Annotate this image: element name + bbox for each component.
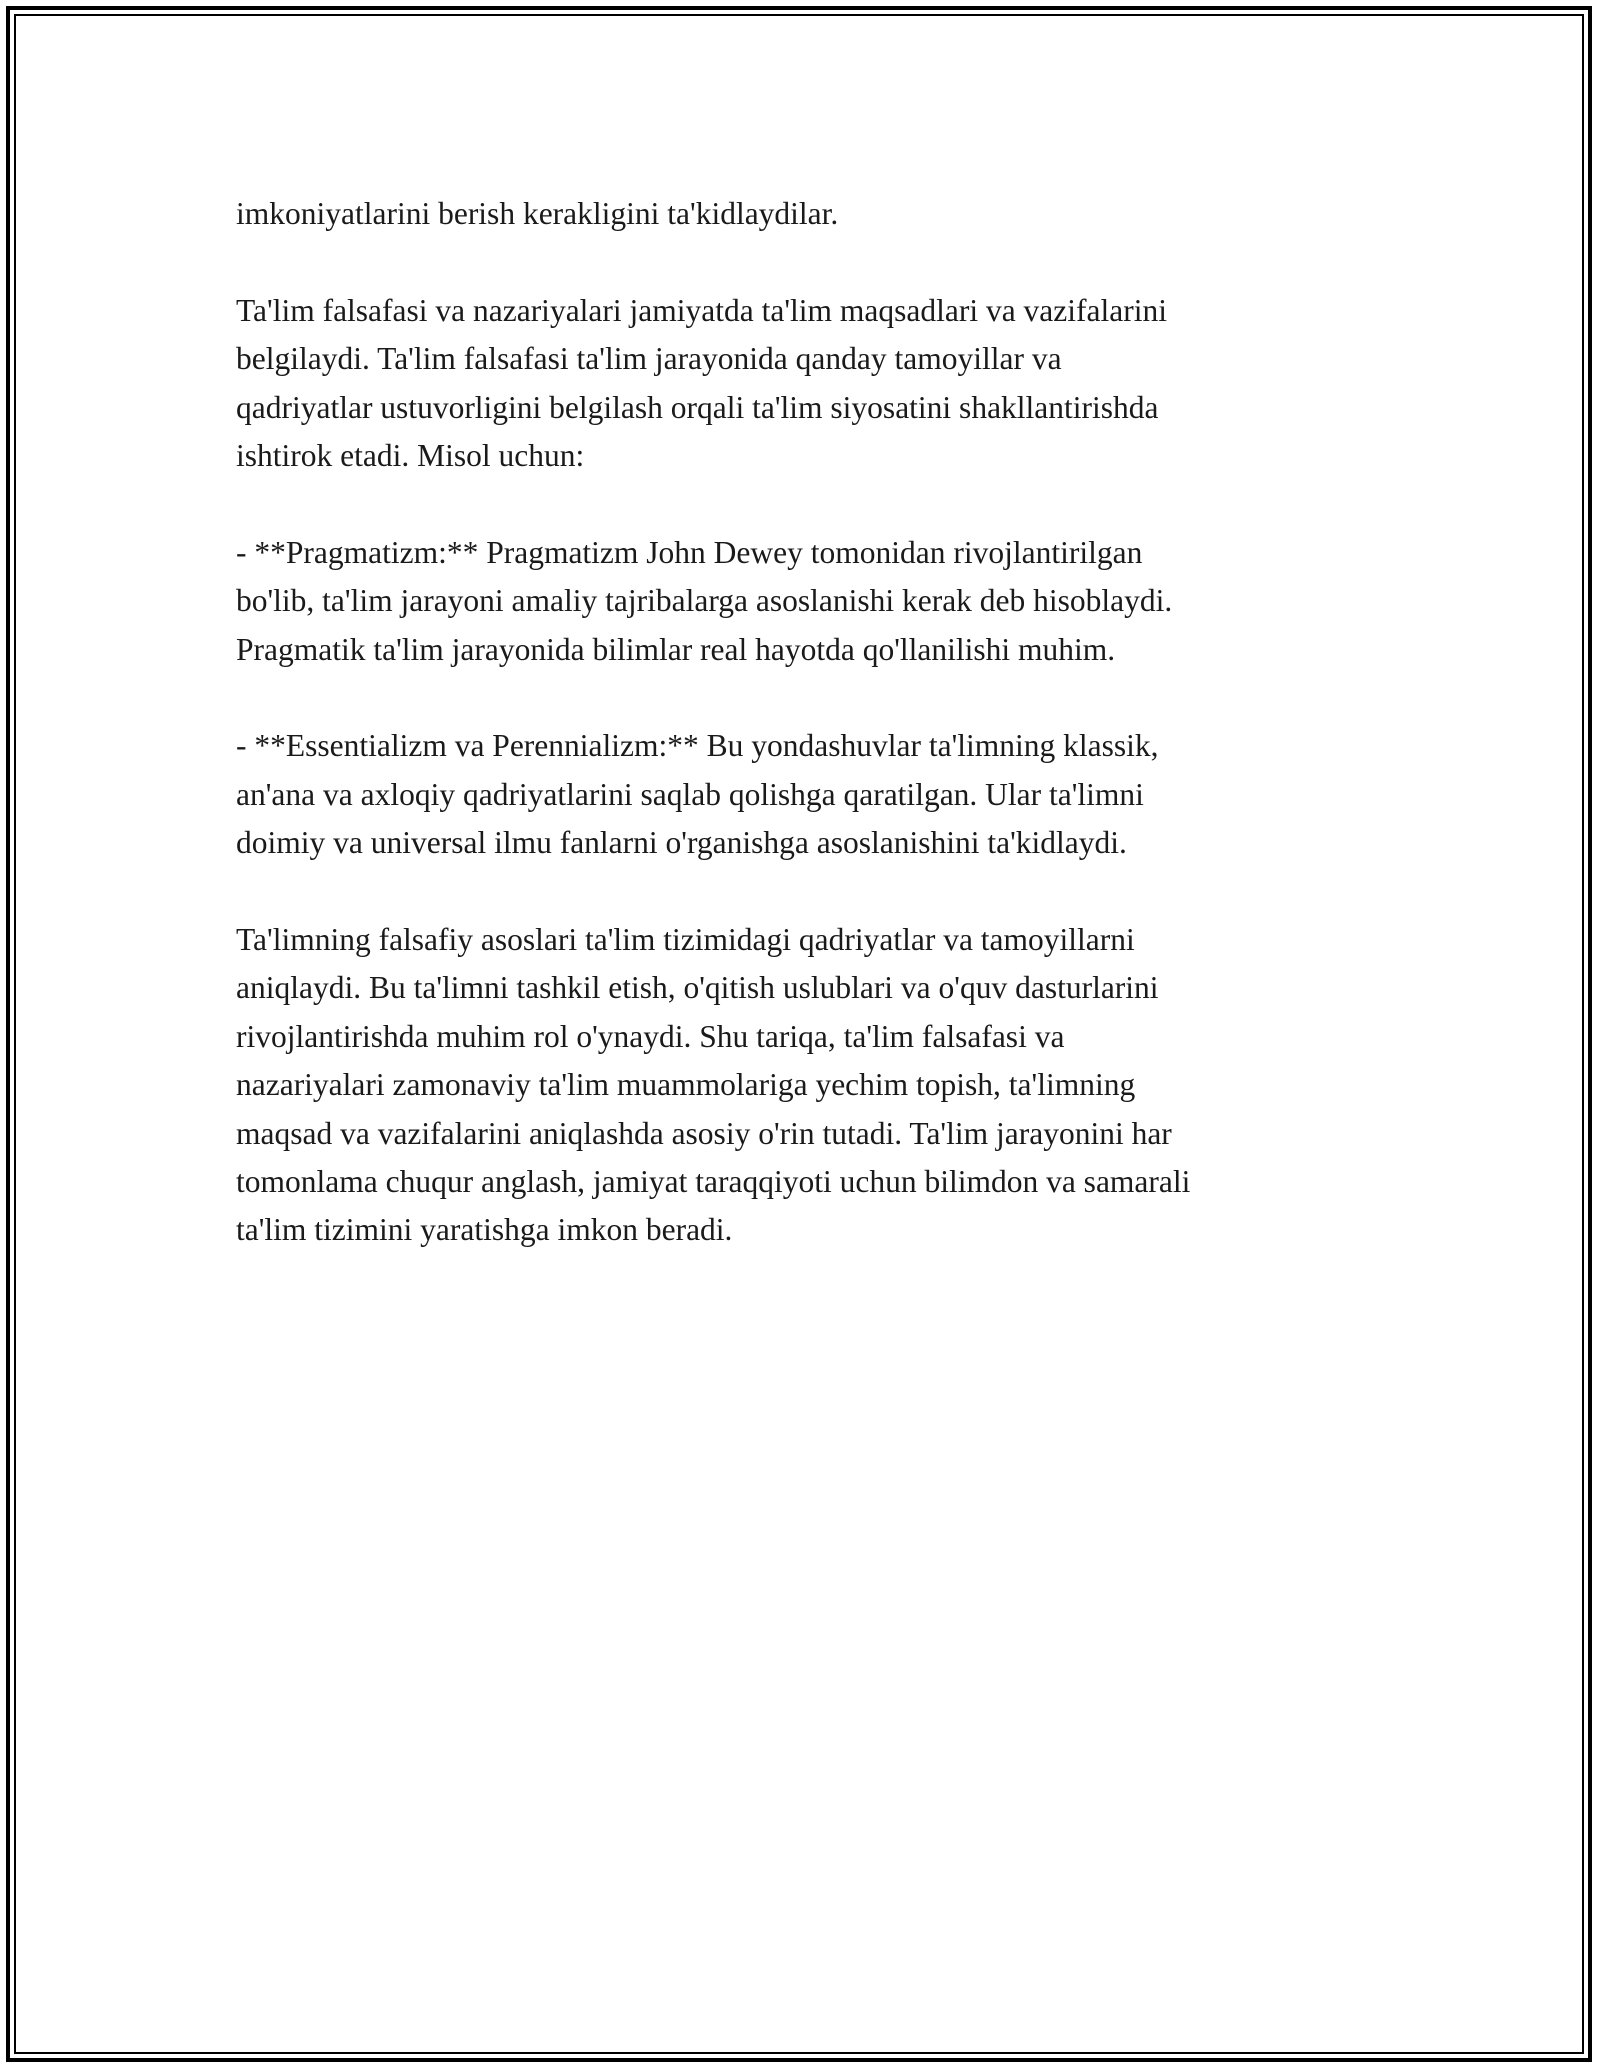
list-item-pragmatism: - **Pragmatizm:** Pragmatizm John Dewey tomonidan rivojlantirilgan bo'lib, ta'lim jarayoni amaliy tajribalarga asoslanishi kerak deb hisoblaydi. Pragmatik ta'lim jarayonida bilimlar real hayotda qo'llanilishi muhim. — [236, 534, 1173, 667]
paragraph-continuation: imkoniyatlarini berish kerakligini ta'kidlaydilar. — [236, 196, 839, 231]
paragraph-conclusion: Ta'limning falsafiy asoslari ta'lim tizimidagi qadriyatlar va tamoyillarni aniqlaydi. Bu ta'limni tashkil etish, o'qitish uslublari va o'quv dasturlarini rivojlantirishda muhim rol o'ynaydi. Shu tariqa, ta'lim falsafasi va nazariyalari zamonaviy ta'lim muammolariga yechim topish, ta'limning maqsad va vazifalarini aniqlashda asosiy o'rin tutadi. Ta'lim jarayonini har tomonlama chuqur anglash, jamiyat taraqqiyoti uchun bilimdon va samarali ta'lim tizimini yaratishga imkon beradi. — [236, 922, 1191, 1248]
document-body — [236, 190, 1366, 1303]
list-item-essentialism: - **Essentializm va Perennializm:** Bu yondashuvlar ta'limning klassik, an'ana va axloqiy qadriyatlarini saqlab qolishga qaratilgan. Ular ta'limni doimiy va universal ilmu fanlarni o'rganishga asoslanishini ta'kidlaydi. — [236, 728, 1159, 861]
paragraph-philosophy-intro: Ta'lim falsafasi va nazariyalari jamiyatda ta'lim maqsadlari va vazifalarini belgilaydi. Ta'lim falsafasi ta'lim jarayonida qanday tamoyillar va qadriyatlar ustuvorligini belgilash orqali ta'lim siyosatini shakllantirishda ishtirok etadi. Misol uchun: — [236, 292, 1167, 474]
